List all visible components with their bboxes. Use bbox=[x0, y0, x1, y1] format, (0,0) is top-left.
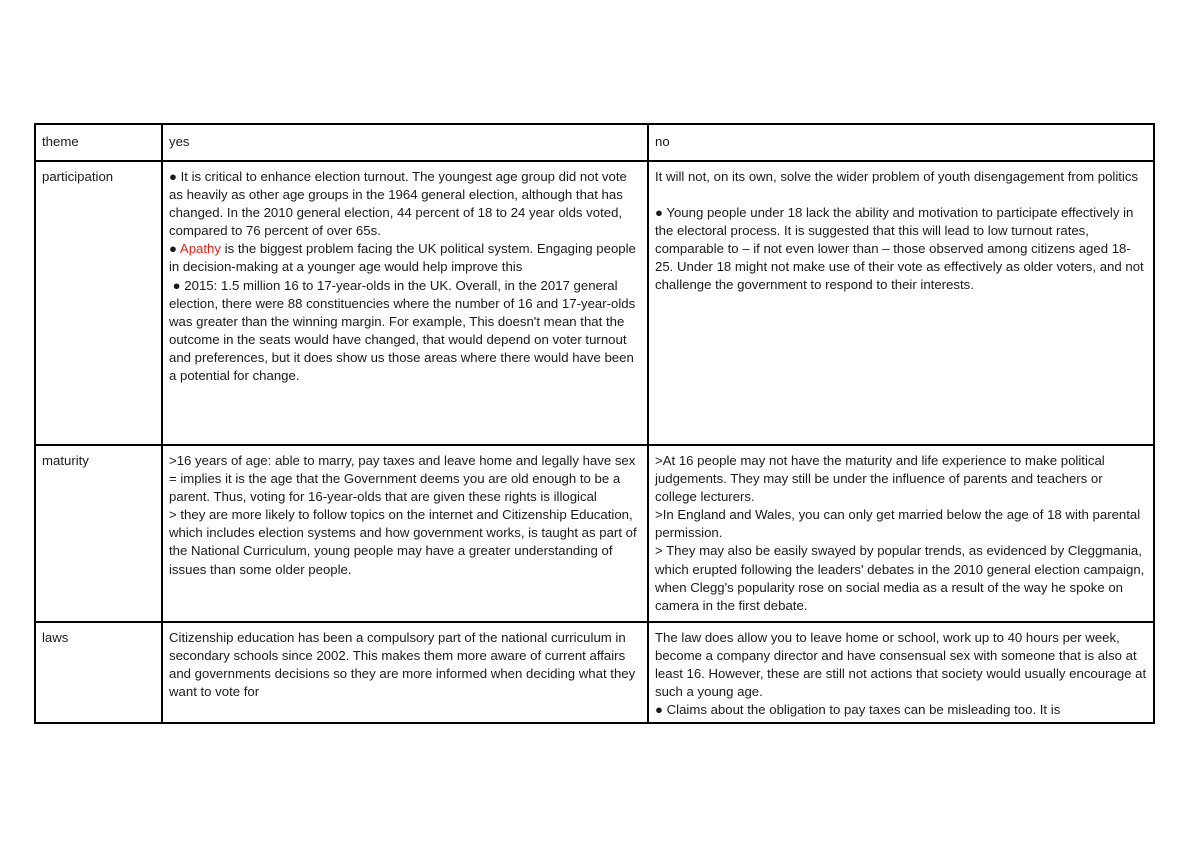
yes-paragraph: >16 years of age: able to marry, pay taxes and leave home and legally have sex = implies it is the age that the Government deems you are old enough to be a parent. Thus, voting for 16-year-olds that are given these rights is illogical bbox=[169, 453, 640, 505]
theme-cell: maturity bbox=[35, 445, 162, 622]
no-paragraph: >At 16 people may not have the maturity and life experience to make political judgements. They may still be under the influence of parents and teachers or college lecturers. bbox=[655, 453, 1109, 505]
bullet: ● bbox=[169, 241, 180, 257]
theme-cell: participation bbox=[35, 161, 162, 445]
highlighted-term: Apathy bbox=[179, 241, 221, 257]
no-paragraph: >In England and Wales, you can only get married below the age of 18 with parental permission. bbox=[655, 507, 1144, 541]
table-row bbox=[35, 161, 1154, 445]
yes-cell bbox=[162, 445, 648, 622]
table-header-row bbox=[35, 124, 1154, 161]
no-paragraph: ● Young people under 18 lack the ability and motivation to participate effectively in the electoral process. It is suggested that this will lead to low turnout rates, comparable to – if not even lower than – those observed among citizens aged 18-25. Under 18 might not make use of their vote as effectively as older voters, and not challenge the government to respond to their interests. bbox=[655, 205, 1148, 293]
no-paragraph: It will not, on its own, solve the wider problem of youth disengagement from politics bbox=[655, 169, 1139, 184]
header-yes: yes bbox=[162, 124, 648, 161]
theme-cell: laws bbox=[35, 622, 162, 723]
header-theme: theme bbox=[35, 124, 162, 161]
no-cell bbox=[648, 622, 1154, 723]
yes-paragraph: > they are more likely to follow topics on the internet and Citizenship Education, which includes election systems and how government works, is taught as part of the National Curriculum, young people may have a greater understanding of issues than some older people. bbox=[169, 507, 641, 577]
paragraph-text: is the biggest problem facing the UK political system. Engaging people in decision-making at a younger age would help improve this bbox=[169, 241, 640, 275]
no-paragraph: The law does allow you to leave home or school, work up to 40 hours per week, become a company director and have consensual sex with someone that is also at least 16. However, these are still not actions that society would usually encourage at such a young age. bbox=[655, 630, 1150, 700]
no-cell bbox=[648, 445, 1154, 622]
yes-paragraph: ● It is critical to enhance election turnout. The youngest age group did not vote as heavily as other age groups in the 1964 general election, although that has changed. In the 2010 general election, 44 percent of 18 to 24 year olds voted, compared to 76 percent of over 65s. bbox=[169, 169, 631, 239]
yes-paragraph: ● 2015: 1.5 million 16 to 17-year-olds in the UK. Overall, in the 2017 general election, there were 88 constituencies where the number of 16 and 17-year-olds was greater than the winning margin. For example, This doesn't mean that the outcome in the seats would have changed, that would depend on voter turnout and preferences, but it does show us those areas where there would have been a potential for change. bbox=[169, 277, 639, 384]
debate-table bbox=[34, 123, 1155, 724]
table-row bbox=[35, 622, 1154, 723]
yes-paragraph bbox=[169, 240, 641, 276]
yes-paragraph: Citizenship education has been a compulsory part of the national curriculum in secondary schools since 2002. This makes them more aware of current affairs and governments decisions so they are more informed when deciding what they want to vote for bbox=[169, 630, 639, 700]
no-paragraph: ● Claims about the obligation to pay taxes can be misleading too. It is bbox=[655, 702, 1061, 718]
header-no: no bbox=[648, 124, 1154, 161]
no-paragraph: > They may also be easily swayed by popular trends, as evidenced by Cleggmania, which erupted following the leaders' debates in the 2010 general election campaign, when Clegg's popularity rose on social media as a result of the way he spoke on camera in the first debate. bbox=[655, 543, 1148, 613]
no-cell bbox=[648, 161, 1154, 445]
paragraph-gap bbox=[655, 186, 1147, 204]
yes-cell bbox=[162, 622, 648, 723]
yes-cell bbox=[162, 161, 648, 445]
table-row bbox=[35, 445, 1154, 622]
